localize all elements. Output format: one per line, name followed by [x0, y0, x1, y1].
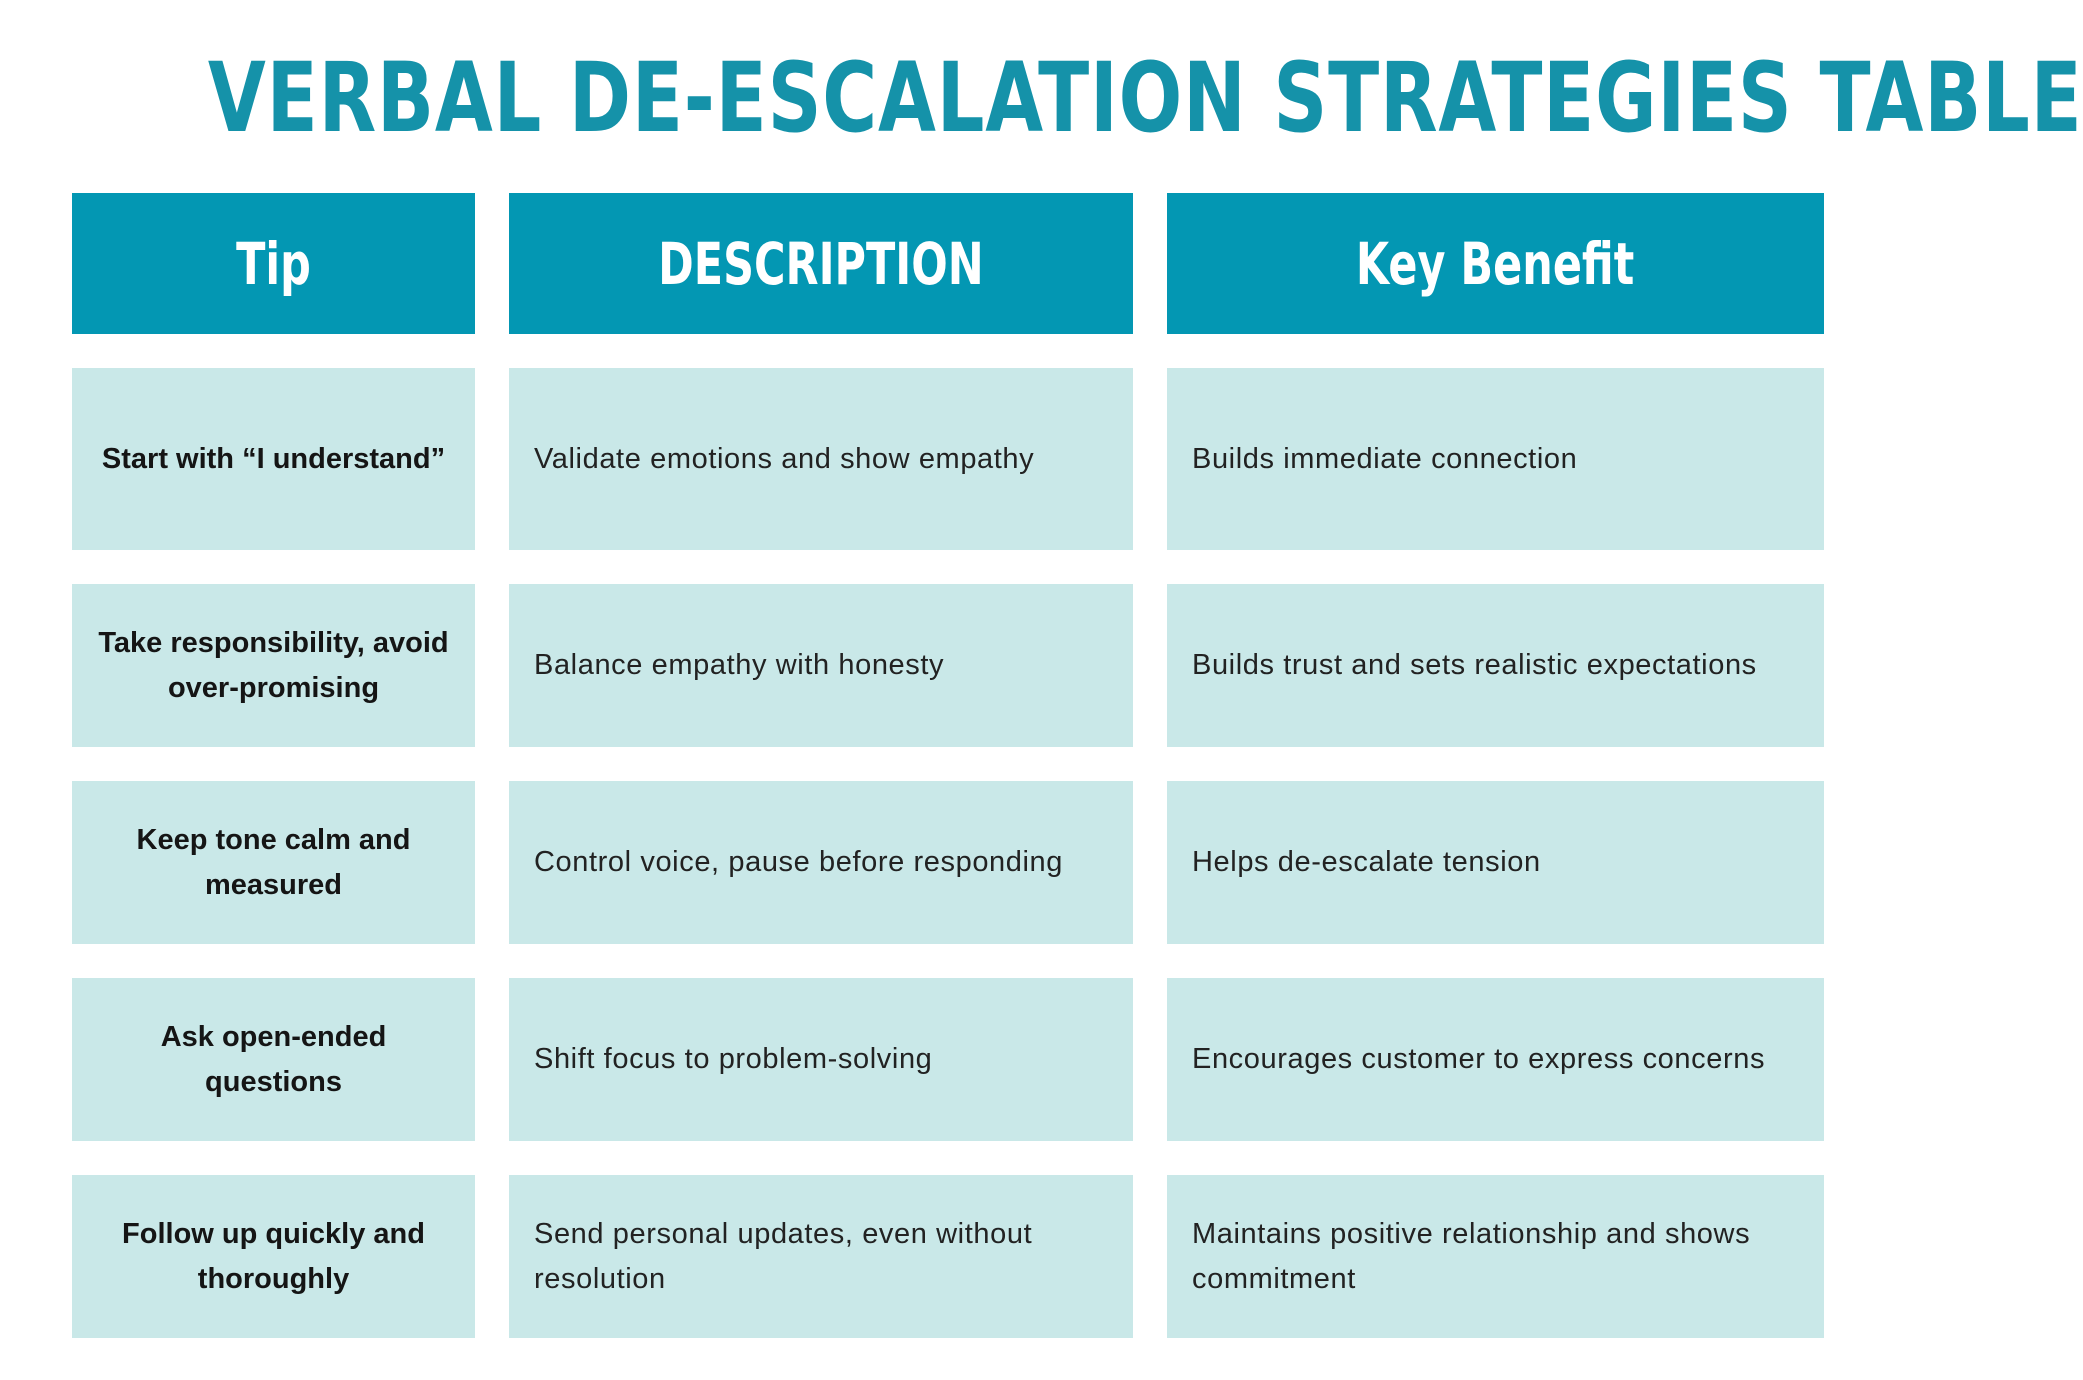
table-cell-description: Control voice, pause before responding: [509, 781, 1133, 944]
header-tip: [72, 193, 475, 334]
table-cell-description: Send personal updates, even without resolution: [509, 1175, 1133, 1338]
table-cell-description: Balance empathy with honesty: [509, 584, 1133, 747]
page-title: VERBAL DE-ESCALATION STRATEGIES TABLE: [207, 42, 2083, 154]
strategies-table: [72, 193, 1824, 1338]
table-cell-tip: Take responsibility, avoid over-promising: [72, 584, 475, 747]
table-cell-benefit: Builds trust and sets realistic expectations: [1167, 584, 1824, 747]
table-cell-tip: Follow up quickly and thoroughly: [72, 1175, 475, 1338]
table-cell-benefit: Helps de-escalate tension: [1167, 781, 1824, 944]
header-benefit-label: Key Benefit: [1356, 229, 1635, 298]
table-cell-tip: Start with “I understand”: [72, 368, 475, 550]
table-cell-description: Shift focus to problem-solving: [509, 978, 1133, 1141]
table-cell-tip: Ask open-ended questions: [72, 978, 475, 1141]
header-benefit: [1167, 193, 1824, 334]
header-tip-label: Tip: [236, 229, 311, 298]
table-cell-benefit: Encourages customer to express concerns: [1167, 978, 1824, 1141]
table-cell-tip: Keep tone calm and measured: [72, 781, 475, 944]
table-cell-description: Validate emotions and show empathy: [509, 368, 1133, 550]
header-description-label: DESCRIPTION: [658, 229, 984, 298]
table-cell-benefit: Builds immediate connection: [1167, 368, 1824, 550]
table-cell-benefit: Maintains positive relationship and shows commitment: [1167, 1175, 1824, 1338]
header-description: [509, 193, 1133, 334]
